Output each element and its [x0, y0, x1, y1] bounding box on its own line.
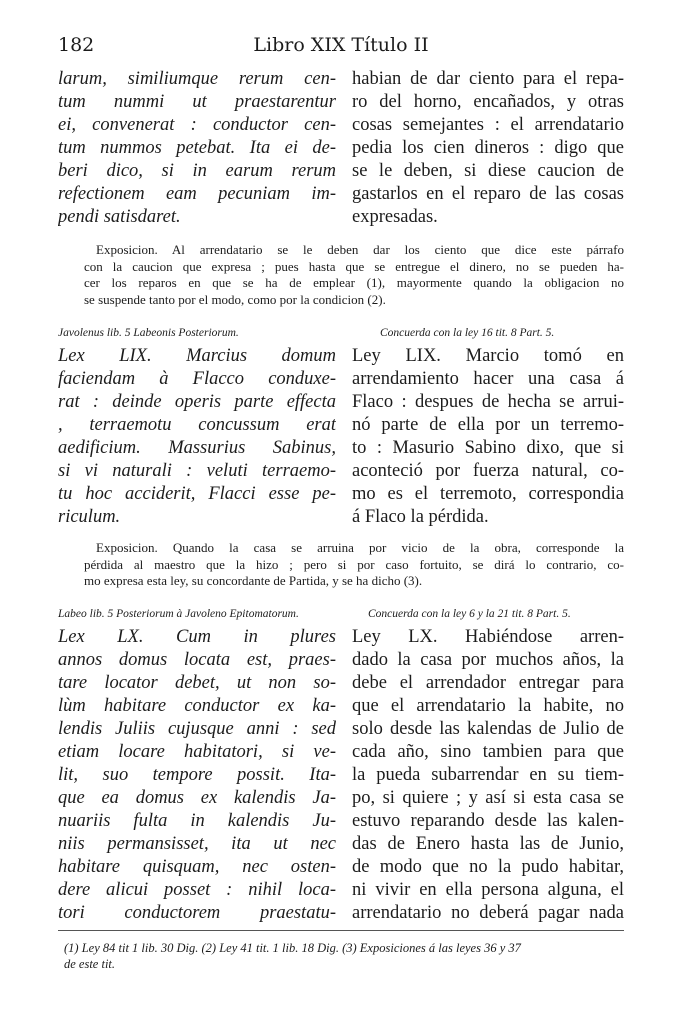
footnote-line: (1) Ley 84 tit 1 lib. 30 Dig. (2) Ley 41 tit. 1 lib. 18 Dig. (3) Exposiciones á las leyes 36 y 37: [64, 941, 521, 955]
text-line: faciendam à Flacco conduxe-: [58, 369, 336, 389]
text-line: debe el arrendador entregar para: [352, 673, 624, 693]
exposicion-line: con la caucion que expresa ; pues hasta que se entregue el dinero, no se pueden ha-: [84, 258, 624, 274]
footnote-line: de este tit.: [64, 957, 116, 971]
text-line: Flaco : despues de hecha se arrui-: [352, 392, 624, 412]
text-line: la pueda subarrendar en su tiem-: [352, 765, 624, 785]
text-line: lit, suo tempore possit. Ita-: [58, 765, 336, 785]
text-line: á Flaco la pérdida.: [352, 507, 489, 527]
spanish-column-2: [352, 345, 624, 529]
exposicion-line: Exposicion. Quando la casa se arruina por vicio de la obra, corresponde la: [96, 540, 624, 555]
text-line: dere alicui posset : nihil loca-: [58, 880, 336, 900]
text-line: rat : deinde operis parte effecta: [58, 392, 336, 412]
text-line: lendis Juliis cujusque anni : sed: [58, 719, 336, 739]
text-line: tori conductorem praestatu-: [58, 903, 336, 923]
text-line: de modo que no la pudo habitar,: [352, 857, 624, 877]
text-line: Ley LIX. Marcio tomó en: [352, 346, 624, 366]
text-line: solo desde las kalendas de Julio de: [352, 719, 624, 739]
exposicion-line: se suspende tanto por el modo, como por la condicion (2).: [84, 291, 386, 307]
text-line: pedia los cien dineros : digo que: [352, 138, 624, 158]
exposicion-line: pérdida al maestro que la hizo ; pero si por caso fortuito, se dirá lo contrario, co-: [84, 556, 624, 572]
spanish-column-3: [352, 626, 624, 925]
text-line: ro del horno, encañados, y otras: [352, 92, 624, 112]
latin-source-2: Javolenus lib. 5 Labeonis Posteriorum.: [58, 327, 239, 339]
text-line: expresadas.: [352, 207, 438, 227]
text-line: ei, convenerat : conductor cen-: [58, 115, 336, 135]
latin-column-3: [58, 626, 336, 925]
text-line: Lex LX. Cum in plures: [58, 627, 336, 647]
text-line: nó parte de ella por un terremo-: [352, 415, 624, 435]
text-line: larum, similiumque rerum cen-: [58, 69, 336, 89]
text-line: cosas semejantes : el arrendatario: [352, 115, 624, 135]
text-line: niis permansisset, ita ut nec: [58, 834, 336, 854]
text-line: nuariis fulta in kalendis Ju-: [58, 811, 336, 831]
spanish-source-2: Concuerda con la ley 16 tit. 8 Part. 5.: [380, 327, 555, 339]
text-line: que el arrendatario la habite, no: [352, 696, 624, 716]
text-line: gastarlos en el reparo de las cosas: [352, 184, 624, 204]
text-line: pendi satisdaret.: [58, 207, 181, 227]
text-line: tum nummi ut praestarentur: [58, 92, 336, 112]
text-line: lùm habitare conductor ex ka-: [58, 696, 336, 716]
text-line: cada año, sino tambien para que: [352, 742, 624, 762]
text-line: habitare quisquam, nec osten-: [58, 857, 336, 877]
latin-column-1: [58, 68, 336, 229]
text-line: das de Enero hasta las de Junio,: [352, 834, 624, 854]
text-line: tare locator debet, ut non so-: [58, 673, 336, 693]
text-line: Lex LIX. Marcius domum: [58, 346, 336, 366]
text-line: riculum.: [58, 507, 121, 527]
text-line: se le deben, si diese caucion de: [352, 161, 624, 181]
text-line: etiam locare habitatori, si ve-: [58, 742, 336, 762]
spanish-source-3: Concuerda con la ley 6 y la 21 tit. 8 Part. 5.: [368, 608, 571, 620]
running-title: Libro XIX Título II: [253, 34, 429, 56]
text-line: tu hoc acciderit, Flacci esse pe-: [58, 484, 336, 504]
text-line: Ley LX. Habiéndose arren-: [352, 627, 624, 647]
text-line: po, si quiere ; y así si esta casa se: [352, 788, 624, 808]
exposicion-line: cer los reparos en que se ha de emplear (1), mayormente quando la obligacion no: [84, 275, 624, 290]
exposicion-line: mo expresa esta ley, su concordante de Partida, y se ha dicho (3).: [84, 573, 423, 588]
exposicion-1: [84, 242, 624, 308]
text-line: si vi naturali : veluti terraemo-: [58, 461, 336, 481]
text-line: habian de dar ciento para el repa-: [352, 69, 624, 89]
text-line: mo es el terremoto, correspondia: [352, 484, 624, 504]
footnotes: [64, 940, 624, 972]
text-line: ni vivir en ella persona alguna, el: [352, 880, 624, 900]
page-number: 182: [58, 34, 95, 56]
text-line: que ea domus ex kalendis Ja-: [58, 788, 336, 808]
text-line: annos domus locata est, praes-: [58, 650, 336, 670]
page-header: [58, 34, 624, 62]
exposicion-2: [84, 540, 624, 590]
text-line: aconteció por fuerza natural, co-: [352, 461, 624, 481]
text-line: refectionem eam pecuniam im-: [58, 184, 336, 204]
text-line: aedificium. Massurius Sabinus,: [58, 438, 336, 458]
text-line: arrendamiento hacer una casa á: [352, 369, 624, 389]
spanish-column-1: [352, 68, 624, 229]
text-line: to : Masurio Sabino dixo, que si: [352, 438, 624, 458]
latin-column-2: [58, 345, 336, 529]
footnote-divider: [58, 930, 624, 931]
text-line: estuvo reparando desde las kalen-: [352, 811, 624, 831]
text-line: dado la casa por muchos años, la: [352, 650, 624, 670]
text-line: beri dico, si in earum rerum: [58, 161, 336, 181]
latin-source-3: Labeo lib. 5 Posteriorum à Javoleno Epitomatorum.: [58, 608, 299, 620]
text-line: arrendatario no deberá pagar nada: [352, 903, 624, 923]
text-line: tum nummos petebat. Ita ei de-: [58, 138, 336, 158]
text-line: , terraemotu concussum erat: [58, 415, 336, 435]
exposicion-line: Exposicion. Al arrendatario se le deben dar los ciento que dice este párrafo: [96, 242, 624, 257]
